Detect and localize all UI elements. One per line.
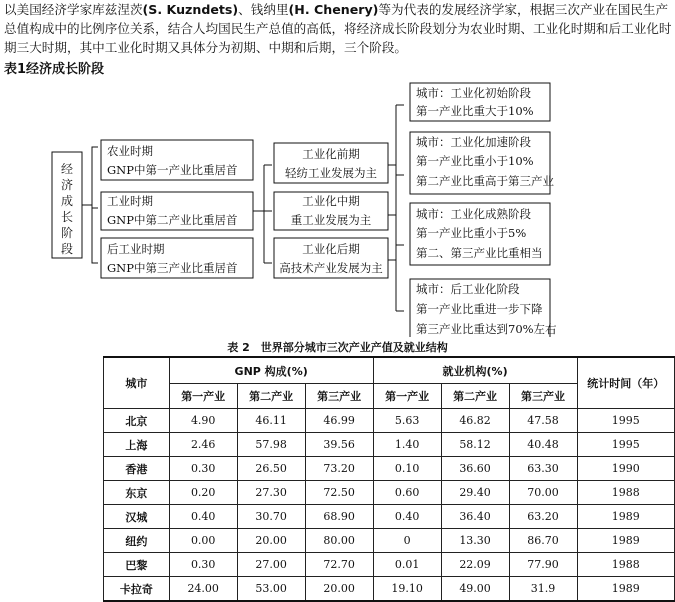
value-cell: 0.40 — [373, 505, 441, 529]
value-cell: 86.70 — [509, 529, 577, 553]
subperiod-title: 工业化后期 — [302, 242, 360, 256]
root-char-5: 阶 — [60, 226, 74, 240]
year-cell: 1988 — [577, 553, 674, 577]
value-cell: 5.63 — [373, 409, 441, 433]
year-cell: 1995 — [577, 433, 674, 457]
city-structure-table — [103, 356, 675, 602]
root-brace — [82, 147, 98, 263]
value-cell: 0.60 — [373, 481, 441, 505]
col-header-city: 城市 — [104, 357, 170, 409]
value-cell: 39.56 — [305, 433, 373, 457]
value-cell: 73.20 — [305, 457, 373, 481]
table-row — [104, 481, 675, 505]
table-row — [104, 529, 675, 553]
year-cell: 1990 — [577, 457, 674, 481]
table-row — [104, 577, 675, 602]
stage-line: 第一产业比重小于10% — [416, 154, 534, 168]
value-cell: 46.82 — [441, 409, 509, 433]
intro-text-1: 以美国经济学家库兹涅茨 — [4, 2, 143, 17]
subperiod-title: 工业化前期 — [302, 147, 360, 161]
year-cell: 1989 — [577, 577, 674, 602]
value-cell: 0.20 — [169, 481, 237, 505]
value-cell: 2.46 — [169, 433, 237, 457]
col-group-gnp: GNP 构成(%) — [169, 357, 373, 384]
city-cell: 纽约 — [104, 529, 170, 553]
value-cell: 0.30 — [169, 457, 237, 481]
value-cell: 0 — [373, 529, 441, 553]
value-cell: 80.00 — [305, 529, 373, 553]
stage-line: 第二产业比重高于第三产业 — [416, 174, 554, 188]
value-cell: 68.90 — [305, 505, 373, 529]
value-cell: 31.9 — [509, 577, 577, 602]
value-cell: 46.99 — [305, 409, 373, 433]
value-cell: 22.09 — [441, 553, 509, 577]
stage-line: 第二、第三产业比重相当 — [416, 246, 543, 260]
col-header-year: 统计时间（年） — [577, 357, 674, 409]
sub-header: 第二产业 — [441, 384, 509, 409]
value-cell: 70.00 — [509, 481, 577, 505]
intro-text-3: 等为代表的发展经济学家，根据三次产业在国民生产总值构成中的比例序位关系，结合人均国民生产总值的高低，将经济成长阶段划分为农业时期、工业化时期和后工业化时期三大时期，其中工业化时期又具体分为初期、中期和后期，三个阶段。 — [4, 2, 672, 55]
city-cell: 上海 — [104, 433, 170, 457]
sub-header: 第一产业 — [169, 384, 237, 409]
period-title: 后工业时期 — [107, 242, 165, 256]
stage-title: 城市：工业化加速阶段 — [416, 135, 531, 149]
value-cell: 57.98 — [237, 433, 305, 457]
sub-brace — [253, 165, 272, 263]
value-cell: 53.00 — [237, 577, 305, 602]
value-cell: 47.58 — [509, 409, 577, 433]
table1-title: 表1经济成长阶段 — [4, 62, 105, 77]
period-title: 农业时期 — [107, 144, 153, 158]
value-cell: 0.40 — [169, 505, 237, 529]
value-cell: 19.10 — [373, 577, 441, 602]
value-cell: 36.60 — [441, 457, 509, 481]
value-cell: 13.30 — [441, 529, 509, 553]
table-body — [104, 409, 675, 602]
value-cell: 20.00 — [305, 577, 373, 602]
subperiod-title: 工业化中期 — [302, 194, 360, 208]
value-cell: 27.00 — [237, 553, 305, 577]
table-row — [104, 505, 675, 529]
table-row — [104, 553, 675, 577]
value-cell: 30.70 — [237, 505, 305, 529]
stage-line: 第三产业比重达到70%左右 — [416, 322, 557, 336]
period-desc: GNP中第二产业比重居首 — [107, 213, 238, 227]
value-cell: 0.30 — [169, 553, 237, 577]
value-cell: 63.20 — [509, 505, 577, 529]
city-cell: 香港 — [104, 457, 170, 481]
city-cell: 卡拉奇 — [104, 577, 170, 602]
subperiod-desc: 高技术产业发展为主 — [279, 261, 383, 275]
value-cell: 0.10 — [373, 457, 441, 481]
value-cell: 40.48 — [509, 433, 577, 457]
root-char-4: 长 — [60, 210, 74, 224]
root-char-6: 段 — [60, 242, 74, 256]
stage-title: 城市：工业化成熟阶段 — [416, 207, 531, 221]
value-cell: 26.50 — [237, 457, 305, 481]
intro-text-2: 、钱纳里 — [238, 2, 289, 17]
stage-brace — [388, 105, 404, 311]
table-row — [104, 457, 675, 481]
root-char-3: 成 — [60, 194, 74, 208]
value-cell: 72.70 — [305, 553, 373, 577]
period-desc: GNP中第一产业比重居首 — [107, 163, 238, 177]
year-cell: 1989 — [577, 505, 674, 529]
intro-name-kuznets: (S. Kuzndets) — [142, 2, 239, 17]
value-cell: 58.12 — [441, 433, 509, 457]
value-cell: 24.00 — [169, 577, 237, 602]
value-cell: 77.90 — [509, 553, 577, 577]
value-cell: 0.01 — [373, 553, 441, 577]
stage-line: 第一产业比重小于5% — [416, 226, 527, 240]
table2-caption: 表 2 世界部分城市三次产业产值及就业结构 — [227, 341, 448, 354]
year-cell: 1988 — [577, 481, 674, 505]
stage-line: 第一产业比重进一步下降 — [416, 302, 543, 316]
table-row — [104, 433, 675, 457]
value-cell: 20.00 — [237, 529, 305, 553]
period-desc: GNP中第三产业比重居首 — [107, 261, 238, 275]
city-cell: 东京 — [104, 481, 170, 505]
value-cell: 36.40 — [441, 505, 509, 529]
value-cell: 1.40 — [373, 433, 441, 457]
root-char-2: 济 — [60, 178, 74, 192]
intro-name-chenery: (H. Chenery) — [288, 2, 379, 17]
value-cell: 49.00 — [441, 577, 509, 602]
stage-title: 城市：工业化初始阶段 — [416, 86, 531, 100]
intro-paragraph — [4, 0, 672, 57]
value-cell: 72.50 — [305, 481, 373, 505]
city-cell: 巴黎 — [104, 553, 170, 577]
stage-title: 城市：后工业化阶段 — [416, 282, 520, 296]
value-cell: 29.40 — [441, 481, 509, 505]
sub-header: 第一产业 — [373, 384, 441, 409]
col-group-employment: 就业机构(%) — [373, 357, 577, 384]
root-char-1: 经 — [60, 162, 74, 176]
period-title: 工业时期 — [107, 194, 153, 208]
year-cell: 1995 — [577, 409, 674, 433]
value-cell: 63.30 — [509, 457, 577, 481]
value-cell: 0.00 — [169, 529, 237, 553]
value-cell: 4.90 — [169, 409, 237, 433]
sub-header: 第三产业 — [509, 384, 577, 409]
city-cell: 北京 — [104, 409, 170, 433]
subperiod-desc: 重工业发展为主 — [290, 213, 372, 227]
value-cell: 27.30 — [237, 481, 305, 505]
value-cell: 46.11 — [237, 409, 305, 433]
growth-stage-diagram — [0, 75, 675, 337]
table-row — [104, 409, 675, 433]
subperiod-desc: 轻纺工业发展为主 — [285, 166, 377, 180]
sub-header: 第三产业 — [305, 384, 373, 409]
city-cell: 汉城 — [104, 505, 170, 529]
year-cell: 1989 — [577, 529, 674, 553]
sub-header: 第二产业 — [237, 384, 305, 409]
stage-line: 第一产业比重大于10% — [416, 104, 534, 118]
